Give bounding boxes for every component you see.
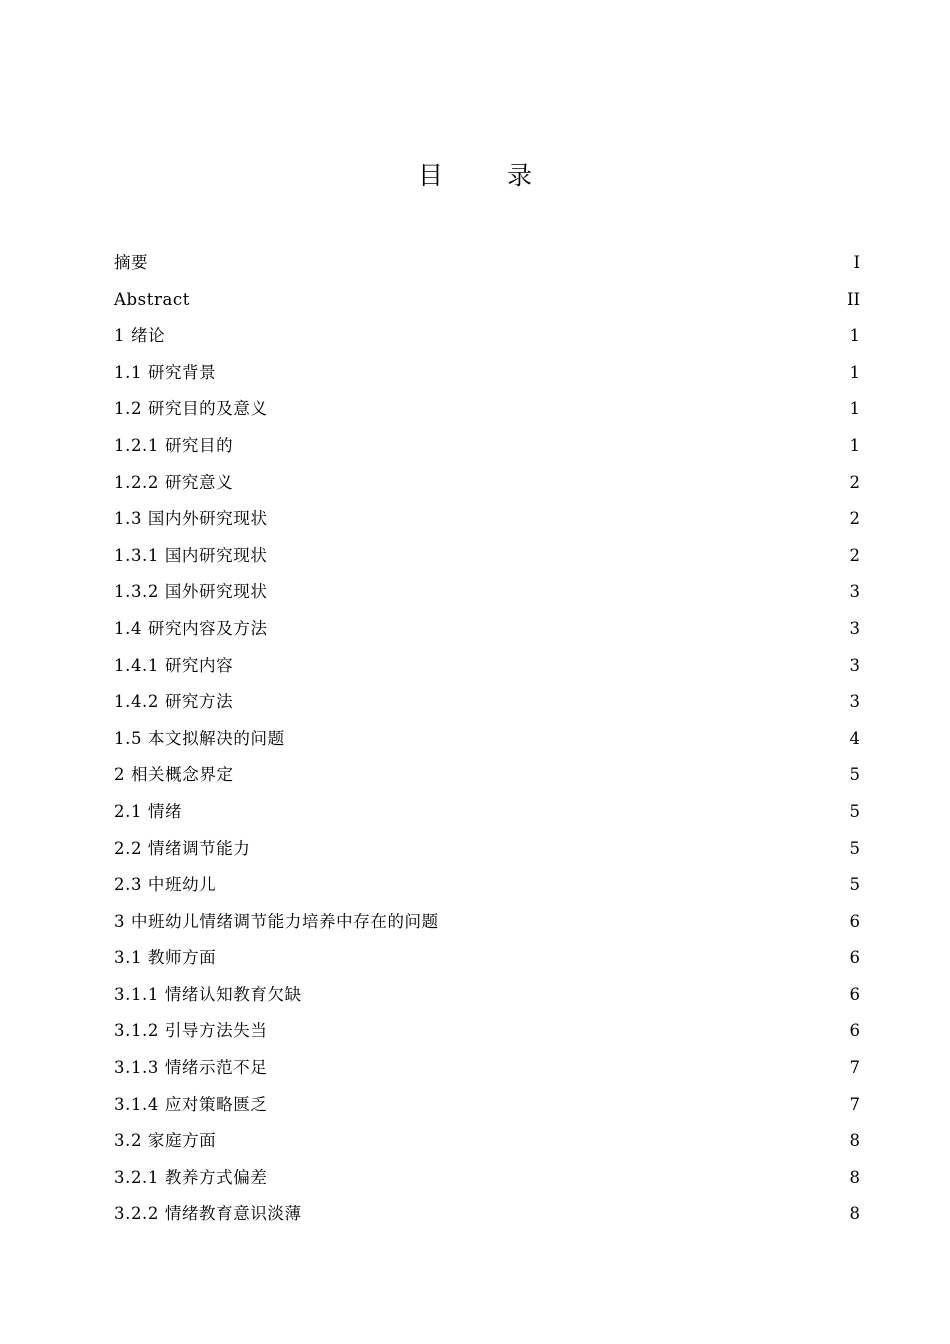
toc-entry-page-number: 6 bbox=[849, 948, 860, 968]
toc-entry[interactable] bbox=[114, 318, 860, 355]
toc-entry-label: 1 绪论 bbox=[114, 326, 166, 346]
toc-entry[interactable] bbox=[114, 391, 860, 428]
toc-entry[interactable] bbox=[114, 1196, 860, 1233]
toc-entry-label: 1.3 国内外研究现状 bbox=[114, 509, 268, 529]
toc-entry-page-number: 5 bbox=[849, 875, 860, 895]
toc-entry-page-number: 3 bbox=[849, 582, 860, 602]
toc-entry[interactable] bbox=[114, 501, 860, 538]
toc-entry[interactable] bbox=[114, 428, 860, 465]
toc-entry-label: 3.1.3 情绪示范不足 bbox=[114, 1058, 268, 1078]
toc-entry[interactable] bbox=[114, 465, 860, 502]
toc-entry-label: 3.2.1 教养方式偏差 bbox=[114, 1167, 268, 1187]
toc-entry-label: 1.2.1 研究目的 bbox=[114, 435, 234, 455]
toc-entry[interactable] bbox=[114, 282, 860, 319]
toc-entry-label: 1.4 研究内容及方法 bbox=[114, 618, 268, 638]
toc-entry-label: 3 中班幼儿情绪调节能力培养中存在的问题 bbox=[114, 911, 439, 931]
toc-entry[interactable] bbox=[114, 977, 860, 1014]
toc-entry-page-number: 8 bbox=[849, 1131, 860, 1151]
toc-entry-label: 2.1 情绪 bbox=[114, 801, 183, 821]
toc-entry[interactable] bbox=[114, 1160, 860, 1197]
toc-entry-page-number: 3 bbox=[849, 692, 860, 712]
toc-entry[interactable] bbox=[114, 648, 860, 685]
toc-entry-label: 3.1.4 应对策略匮乏 bbox=[114, 1094, 268, 1114]
toc-entry-page-number: 4 bbox=[849, 728, 860, 748]
toc-entry-page-number: 1 bbox=[849, 399, 860, 419]
toc-entry[interactable] bbox=[114, 721, 860, 758]
toc-entry-page-number: 7 bbox=[849, 1094, 860, 1114]
toc-entry-label: 1.3.1 国内研究现状 bbox=[114, 545, 268, 565]
toc-entry-page-number: 5 bbox=[849, 765, 860, 785]
toc-entry[interactable] bbox=[114, 611, 860, 648]
toc-entry[interactable] bbox=[114, 904, 860, 941]
toc-entry-label: 1.5 本文拟解决的问题 bbox=[114, 728, 285, 748]
toc-entry-label: 3.2 家庭方面 bbox=[114, 1131, 217, 1151]
toc-entry[interactable] bbox=[114, 794, 860, 831]
toc-entry-page-number: 2 bbox=[849, 472, 860, 492]
toc-entry-label: Abstract bbox=[114, 289, 190, 309]
toc-entry-page-number: 6 bbox=[849, 1021, 860, 1041]
toc-entry-label: 1.1 研究背景 bbox=[114, 362, 217, 382]
toc-entry[interactable] bbox=[114, 1013, 860, 1050]
toc-entry-page-number: I bbox=[853, 253, 860, 272]
toc-entry-page-number: 1 bbox=[849, 362, 860, 382]
toc-entry-page-number: 1 bbox=[849, 435, 860, 455]
toc-entry-page-number: 6 bbox=[849, 984, 860, 1004]
toc-entry[interactable] bbox=[114, 757, 860, 794]
toc-entry-page-number: 8 bbox=[849, 1204, 860, 1224]
toc-entry-label: 1.4.1 研究内容 bbox=[114, 655, 234, 675]
toc-entry-page-number: 1 bbox=[849, 326, 860, 346]
toc-entry[interactable] bbox=[114, 867, 860, 904]
toc-entry-page-number: 8 bbox=[849, 1167, 860, 1187]
toc-entry-page-number: 5 bbox=[849, 801, 860, 821]
toc-entry-label: 3.1 教师方面 bbox=[114, 948, 217, 968]
toc-entry[interactable] bbox=[114, 538, 860, 575]
toc-entry[interactable] bbox=[114, 831, 860, 868]
toc-entry-label: 摘要 bbox=[114, 253, 149, 272]
toc-entry-page-number: II bbox=[846, 289, 860, 309]
toc-entry-page-number: 5 bbox=[849, 838, 860, 858]
toc-entry-page-number: 3 bbox=[849, 655, 860, 675]
toc-entry-label: 3.1.1 情绪认知教育欠缺 bbox=[114, 984, 302, 1004]
toc-entry-label: 1.2.2 研究意义 bbox=[114, 472, 234, 492]
toc-entry-label: 1.2 研究目的及意义 bbox=[114, 399, 268, 419]
toc-entry[interactable] bbox=[114, 1123, 860, 1160]
toc-entry[interactable] bbox=[114, 1087, 860, 1124]
toc-entry[interactable] bbox=[114, 1050, 860, 1087]
toc-entry-page-number: 7 bbox=[849, 1058, 860, 1078]
toc-entry[interactable] bbox=[114, 355, 860, 392]
toc-entry-label: 2.3 中班幼儿 bbox=[114, 875, 217, 895]
toc-entry-label: 3.2.2 情绪教育意识淡薄 bbox=[114, 1204, 302, 1224]
toc-title: 目 录 bbox=[418, 161, 560, 190]
toc-entry[interactable] bbox=[114, 940, 860, 977]
toc-entry-page-number: 3 bbox=[849, 618, 860, 638]
toc-entry-label: 2.2 情绪调节能力 bbox=[114, 838, 251, 858]
toc-entry-page-number: 6 bbox=[849, 911, 860, 931]
toc-entry[interactable] bbox=[114, 684, 860, 721]
toc-entry-label: 3.1.2 引导方法失当 bbox=[114, 1021, 268, 1041]
toc-entry-page-number: 2 bbox=[849, 545, 860, 565]
toc-list bbox=[114, 245, 860, 1233]
toc-entry-label: 2 相关概念界定 bbox=[114, 765, 234, 785]
toc-entry-page-number: 2 bbox=[849, 509, 860, 529]
toc-entry[interactable] bbox=[114, 245, 860, 282]
toc-entry-label: 1.4.2 研究方法 bbox=[114, 692, 234, 712]
toc-entry[interactable] bbox=[114, 574, 860, 611]
toc-entry-label: 1.3.2 国外研究现状 bbox=[114, 582, 268, 602]
